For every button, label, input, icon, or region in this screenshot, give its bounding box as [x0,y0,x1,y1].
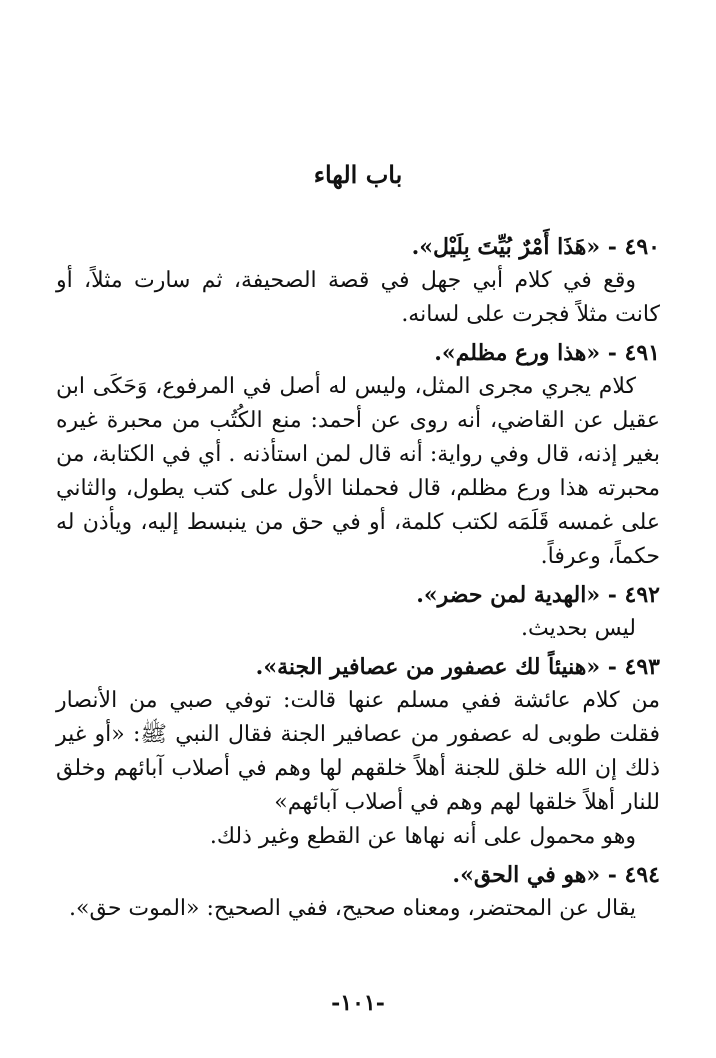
entry-493 [56,650,660,854]
entry-heading: ٤٩٠ - «هَذَا أَمْرٌ بُيِّتَ بِلَيْل». [411,234,660,260]
entry-heading: ٤٩١ - «هذا ورع مظلم». [434,340,660,366]
page-content [56,226,660,926]
entry-heading: ٤٩٢ - «الهدية لمن حضر». [416,582,660,608]
entry-heading: ٤٩٤ - «هو في الحق». [452,862,660,888]
entry-body: يقال عن المحتضر، ومعناه صحيح، ففي الصحيح: «الموت حق». [69,896,636,921]
section-title: باب الهاء [313,160,403,189]
entry-492 [56,578,660,646]
entry-body: ليس بحديث. [521,616,636,641]
entry-494 [56,858,660,926]
entry-body: كلام يجري مجرى المثل، وليس له أصل في المرفوع، وَحَكَى ابن عقيل عن القاضي، أنه روى عن أحمد: منع الكُتُب من محبرة غيره بغير إذنه، قال وفي رواية: أنه قال لمن استأذنه . أي في الكتابة، من محبرته هذا ورع مظلم، قال فحملنا الأول على كتب يطول، والثاني على غمسه قَلَمَه لكتب كلمة، أو في حق من ينبسط إليه، ويأذن له حكماً، وعرفاً. [56,374,660,569]
entry-body-extra: وهو محمول على أنه نهاها عن القطع وغير ذلك. [209,824,636,849]
page-number: -١٠١- [331,990,385,1016]
entry-body: وقع في كلام أبي جهل في قصة الصحيفة، ثم سارت مثلاً، أو كانت مثلاً فجرت على لسانه. [56,268,660,327]
entry-body: من كلام عائشة ففي مسلم عنها قالت: توفي صبي من الأنصار فقلت طوبى له عصفور من عصافير الجنة فقال النبي ﷺ: «أو غير ذلك إن الله خلق للجنة أهلاً خلقهم لها وهم في أصلاب آبائهم وخلق للنار أهلاً خلقها لهم وهم في أصلاب آبائهم» [56,688,660,815]
entry-490 [56,230,660,332]
entry-heading: ٤٩٣ - «هنيئاً لك عصفور من عصافير الجنة». [255,654,660,680]
entry-491 [56,336,660,574]
